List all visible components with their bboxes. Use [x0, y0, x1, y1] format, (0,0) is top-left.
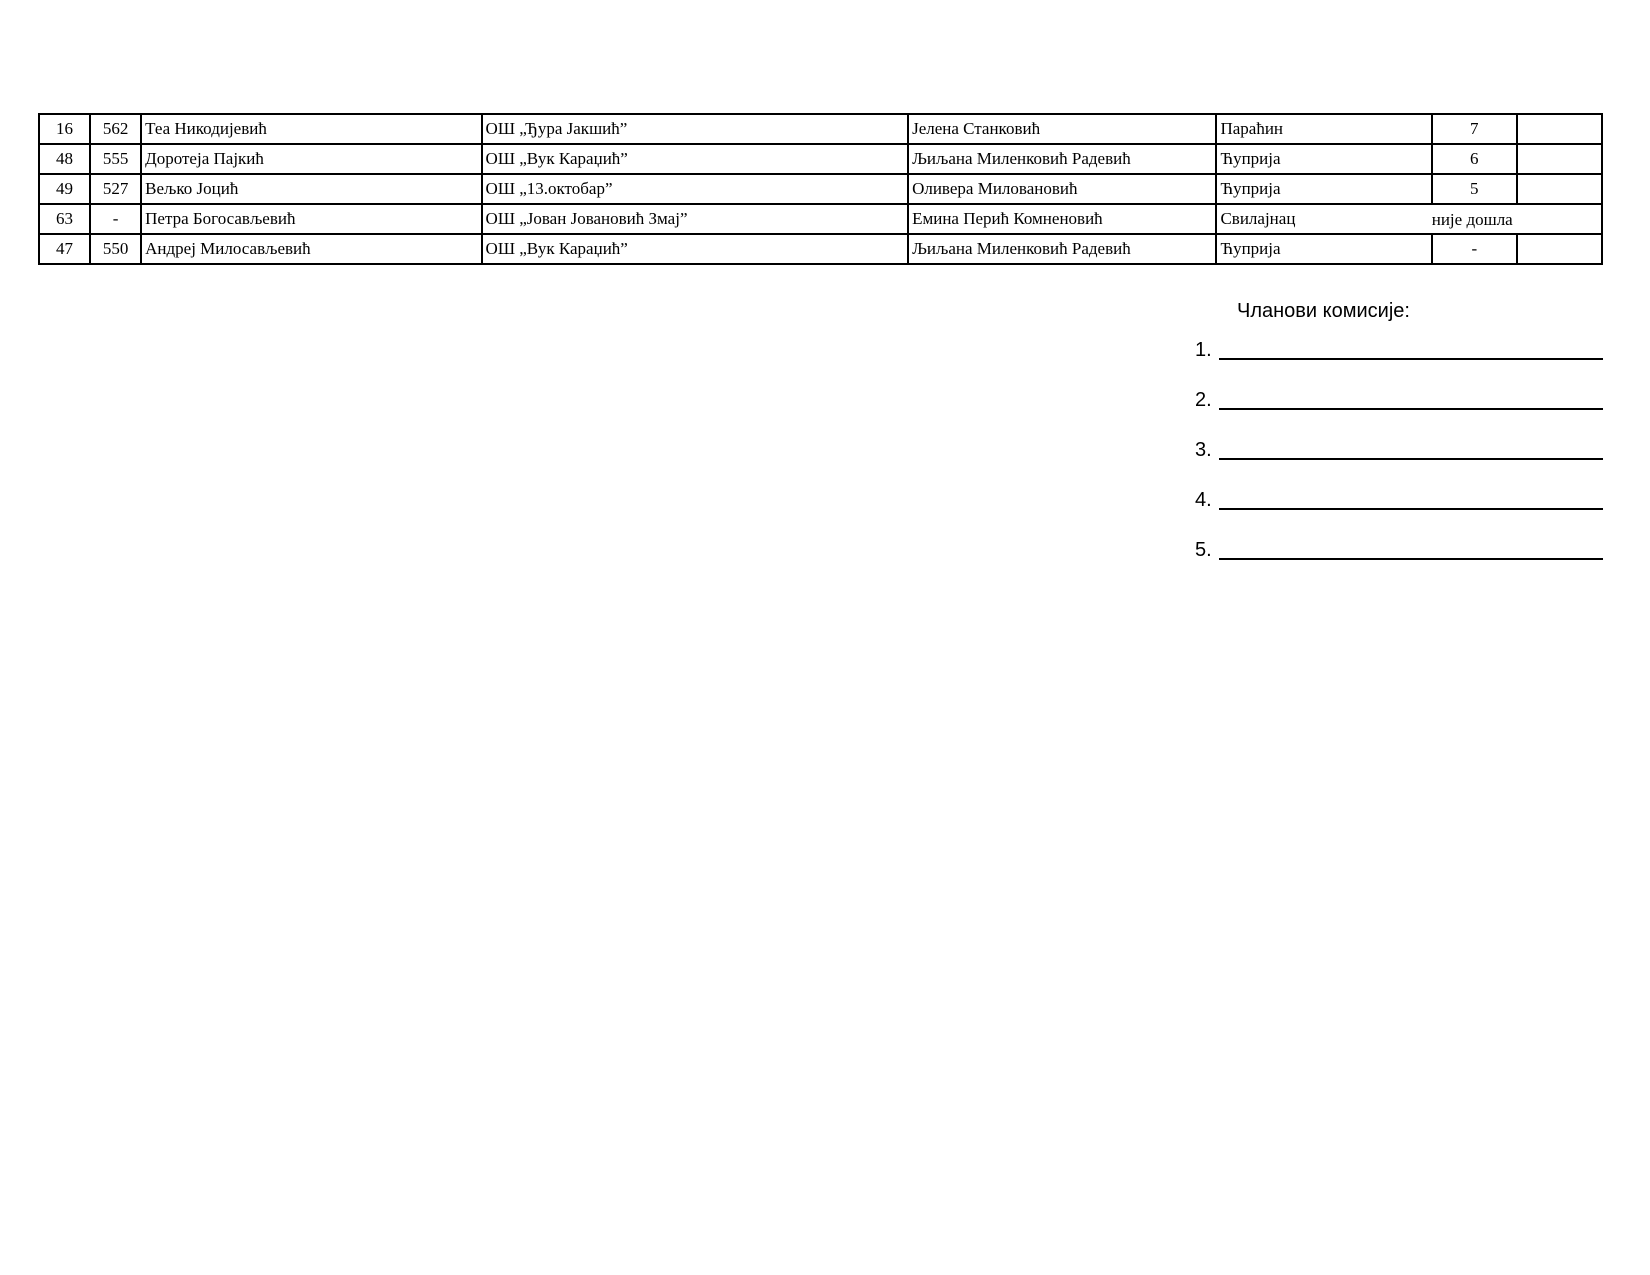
- signature-row: [1195, 388, 1603, 412]
- teacher-cell: Емина Перић Комненовић: [908, 204, 1216, 234]
- code-cell: 527: [90, 174, 141, 204]
- school-cell: ОШ „Јован Јовановић Змај”: [482, 204, 909, 234]
- rank-cell: 47: [39, 234, 90, 264]
- signature-line: [1219, 408, 1603, 410]
- note-cell: [1517, 144, 1602, 174]
- school-cell: ОШ „Вук Караџић”: [482, 234, 909, 264]
- signature-row: [1195, 488, 1603, 512]
- signature-number: 2.: [1195, 389, 1212, 411]
- signature-number: 1.: [1195, 339, 1212, 361]
- student-name-cell: Доротеја Пајкић: [141, 144, 481, 174]
- student-name-cell: Андреј Милосављевић: [141, 234, 481, 264]
- table-body: [39, 114, 1602, 264]
- code-cell: 555: [90, 144, 141, 174]
- note-cell: [1517, 114, 1602, 144]
- student-name-cell: Вељко Јоцић: [141, 174, 481, 204]
- signature-number: 5.: [1195, 539, 1212, 561]
- school-cell: ОШ „Ђура Јакшић”: [482, 114, 909, 144]
- signature-row: [1195, 338, 1603, 362]
- signature-line: [1219, 558, 1603, 560]
- code-cell: 562: [90, 114, 141, 144]
- score-cell: 5: [1432, 174, 1517, 204]
- code-cell: -: [90, 204, 141, 234]
- table-row: [39, 234, 1602, 264]
- rank-cell: 48: [39, 144, 90, 174]
- table-row: [39, 174, 1602, 204]
- city-cell: Параћин: [1216, 114, 1431, 144]
- table-row: [39, 204, 1602, 234]
- signature-line: [1219, 358, 1603, 360]
- committee-title: Чланови комисије:: [1237, 300, 1410, 322]
- score-cell: 6: [1432, 144, 1517, 174]
- rank-cell: 16: [39, 114, 90, 144]
- results-table: [38, 113, 1603, 265]
- signature-row: [1195, 438, 1603, 462]
- rank-cell: 49: [39, 174, 90, 204]
- note-cell: [1517, 174, 1602, 204]
- absent-label: није дошла: [1431, 210, 1513, 229]
- score-cell: 7: [1432, 114, 1517, 144]
- teacher-cell: Љиљана Миленковић Радевић: [908, 144, 1216, 174]
- student-name-cell: Теа Никодијевић: [141, 114, 481, 144]
- teacher-cell: Оливера Миловановић: [908, 174, 1216, 204]
- city-cell: Свилајнац: [1216, 204, 1431, 234]
- school-cell: ОШ „13.октобар”: [482, 174, 909, 204]
- signature-line: [1219, 508, 1603, 510]
- rank-cell: 63: [39, 204, 90, 234]
- table-row: [39, 144, 1602, 174]
- teacher-cell: Љиљана Миленковић Радевић: [908, 234, 1216, 264]
- city-cell: Ћуприја: [1216, 234, 1431, 264]
- code-cell: 550: [90, 234, 141, 264]
- school-cell: ОШ „Вук Караџић”: [482, 144, 909, 174]
- teacher-cell: Јелена Станковић: [908, 114, 1216, 144]
- table-row: [39, 114, 1602, 144]
- score-cell: [1432, 204, 1602, 234]
- signature-number: 3.: [1195, 439, 1212, 461]
- signature-number: 4.: [1195, 489, 1212, 511]
- student-name-cell: Петра Богосављевић: [141, 204, 481, 234]
- signature-line: [1219, 458, 1603, 460]
- score-cell: -: [1432, 234, 1517, 264]
- city-cell: Ћуприја: [1216, 144, 1431, 174]
- signature-row: [1195, 538, 1603, 562]
- note-cell: [1517, 234, 1602, 264]
- city-cell: Ћуприја: [1216, 174, 1431, 204]
